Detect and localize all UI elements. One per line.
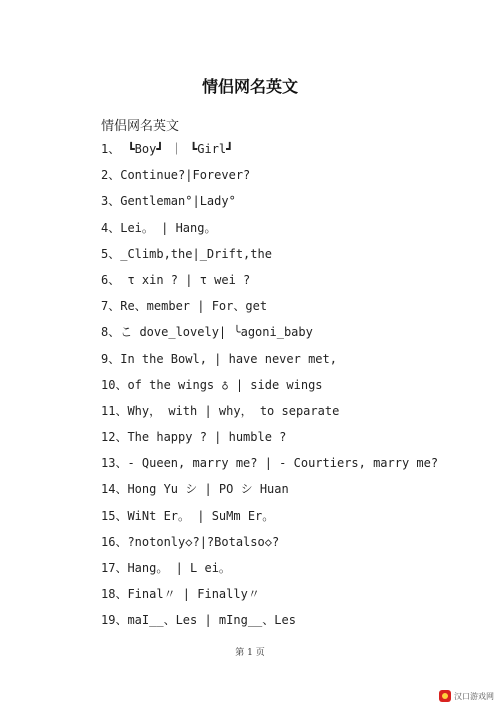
list-item: 2、Continue?|Forever?	[101, 168, 251, 183]
list-item: 3、Gentleman°|Lady°	[101, 194, 236, 209]
list-item: 18、Final〃 | Finally〃	[101, 587, 260, 602]
list-item: 8、こ dove_lovely| ╰agoni_baby	[101, 325, 313, 340]
site-logo-icon	[439, 690, 451, 702]
page-number: 第 1 页	[235, 648, 265, 658]
watermark-text: 汉口游戏网	[454, 691, 494, 701]
list-item: 19、maI__、Les | mIng__、Les	[101, 613, 296, 628]
list-item: 1、 ┗Boy┛ ｜ ┗Girl┛	[101, 142, 234, 156]
page-title: 情侣网名英文	[201, 77, 298, 96]
list-item: 9、In the Bowl, | have never met,	[101, 351, 337, 366]
list-item: 14、Hong Yu シ | PO シ Huan	[101, 482, 289, 497]
name-list	[101, 140, 438, 638]
list-item: 16、?notonly◇?|?Botalso◇?	[101, 534, 280, 549]
list-item: 17、Hang。 | L ei。	[101, 561, 231, 575]
list-item: 15、WiNt Er。 | SuMm Er。	[101, 508, 275, 523]
list-item: 12、The happy ? | humble ?	[101, 430, 287, 445]
section-heading: 情侣网名英文	[101, 119, 180, 134]
list-item: 6、 τ xin ? | τ wei ?	[101, 272, 251, 287]
list-item: 4、Lei。 | Hang。	[101, 220, 217, 235]
list-item: 5、_Climb,the|_Drift,the	[101, 246, 272, 261]
list-item: 13、- Queen, marry me? | - Courtiers, marry me?	[101, 456, 439, 471]
site-watermark	[439, 690, 494, 702]
list-item: 11、Why， with | why， to separate	[101, 403, 340, 418]
list-item: 7、Re、member | For、get	[101, 299, 268, 314]
list-item: 10、of the wings ♁ | side wings	[101, 377, 323, 392]
